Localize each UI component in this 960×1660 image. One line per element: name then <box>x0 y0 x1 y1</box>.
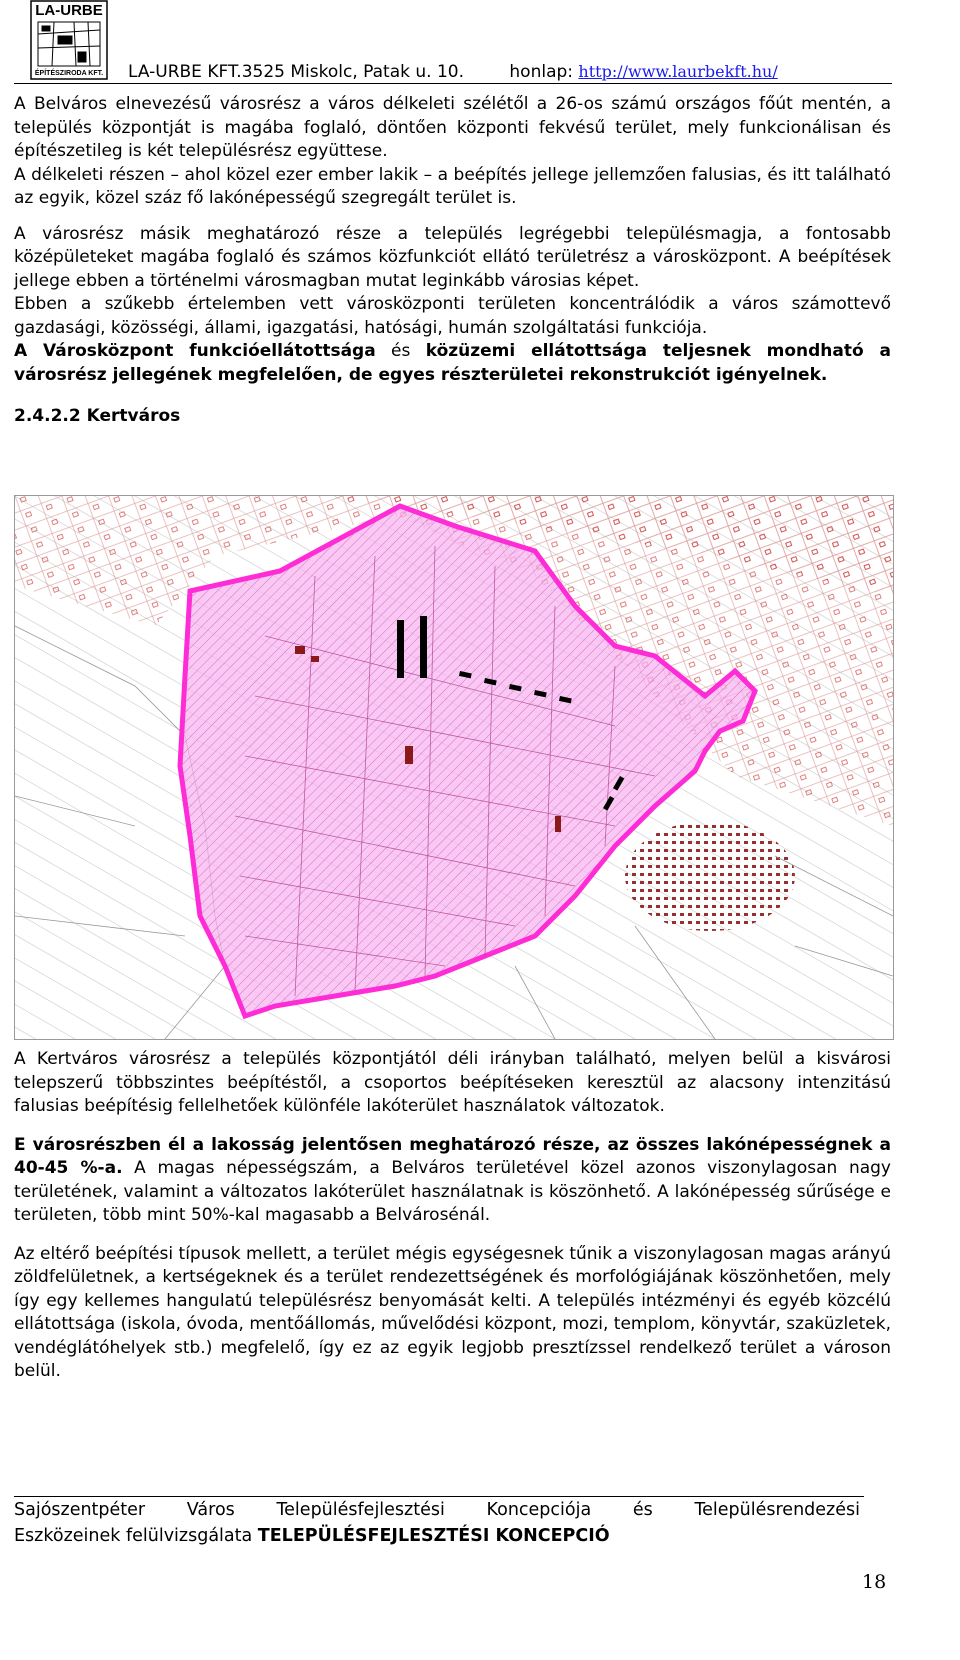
paragraph-4: Ebben a szűkebb értelemben vett városközponti területen koncentrálódik a város számottevő gazdasági, közösségi, állami, igazgatási, hatósági, humán szolgáltatási funkciója. <box>14 294 891 338</box>
footer-line-2: Eszközeinek felülvizsgálata TELEPÜLÉSFEJLESZTÉSI KONCEPCIÓ <box>14 1526 610 1546</box>
header-line <box>128 62 778 82</box>
segregated-area <box>625 821 795 931</box>
paragraph-3: A városrész másik meghatározó része a település legrégebbi településmagja, a fontosabb középületeket magába foglaló és számos közfunkciót ellátó területrész a városközpont. A beépítések jellege ebben a történelmi városmagban mutat leginkább városias képet. <box>14 223 891 291</box>
section-heading: 2.4.2.2 Kertváros <box>14 406 181 426</box>
paragraph-7: E városrészben él a lakosság jelentősen meghatározó része, az összes lakónépességnek a 40-45 %-a. A magas népességszám, a Belváros területével közel azonos viszonylagosan nagy területének, valamint a változatos lakóterület használatnak is köszönhető. A lakónépesség sűrűsége e területen, több mint 50%-kal magasabb a Belvárosénál. <box>14 1134 891 1225</box>
svg-text:ÉPÍTÉSZIRODA KFT.: ÉPÍTÉSZIRODA KFT. <box>34 70 104 77</box>
company-address: LA-URBE KFT.3525 Miskolc, Patak u. 10. <box>128 62 464 82</box>
intro-text <box>14 93 891 429</box>
page-number: 18 <box>862 1571 887 1593</box>
footer-line-1: Sajószentpéter Város Településfejlesztési Koncepciója és Településrendezési <box>14 1500 860 1520</box>
header-rule <box>14 83 892 84</box>
footer <box>14 1497 860 1549</box>
paragraph-2: A délkeleti részen – ahol közel ezer ember lakik – a beépítés jellege jellemzően falusias, és itt található az egyik, közel száz fő lakónépességű szegregált terület is. <box>14 164 891 208</box>
paragraph-1: A Belváros elnevezésű városrész a város délkeleti szélétől a 26-os számú országos főút mentén, a település központját is magába foglaló, döntően központi fekvésű terület, mely funkcionálisan és építészetileg is két településrész együttese. <box>14 94 891 161</box>
paragraph-8: Az eltérő beépítési típusok mellett, a terület mégis egységesnek tűnik a viszonylagosan magas arányú zöldfelületnek, a kertségeknek és a terület rendezettségének és morfológiájának köszönhetően, mely így egy kellemes hangulatú településrész benyomását kelti. A település intézményi és egyéb közcélú ellátottsága (iskola, óvoda, mentőállomás, művelődési központ, mozi, templom, könyvtár, szaküzletek, vendéglátóhelyek stb.) megfelelő, így ez az egyik legjobb presztízssel rendelkező terület a városon belül. <box>14 1243 891 1381</box>
homepage-link[interactable]: http://www.laurbekft.hu/ <box>578 62 778 81</box>
body-text <box>14 1048 891 1384</box>
kertvaros-map <box>14 495 894 1040</box>
svg-text:LA-URBE: LA-URBE <box>35 2 103 19</box>
paragraph-5: A Városközpont funkcióellátottsága és közüzemi ellátottsága teljesnek mondható a városrész jellegének megfelelően, de egyes részterületei rekonstrukciót igényelnek. <box>14 341 892 385</box>
paragraph-6: A Kertváros városrész a település központjától déli irányban található, melyen belül a kisvárosi telepszerű többszintes beépítéstől, a csoportos beépítéseken keresztül az alacsony intenzitású falusias beépítésig fellelhetőek különféle lakóterület használatok változatok. <box>14 1049 891 1116</box>
honlap-label: honlap: <box>509 62 574 82</box>
laurbe-logo <box>30 0 108 80</box>
